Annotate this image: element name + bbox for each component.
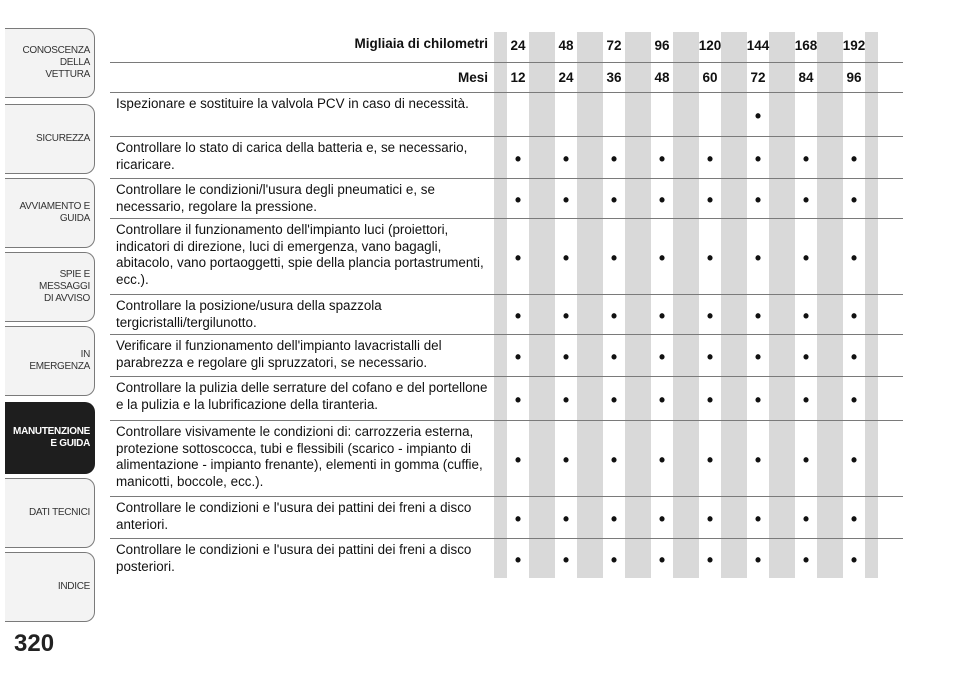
header-km-label: Migliaia di chilometri xyxy=(354,36,488,51)
schedule-dot: • xyxy=(562,390,570,410)
header-km-value: 96 xyxy=(654,38,670,53)
header-km-value: 144 xyxy=(746,38,770,53)
schedule-dot: • xyxy=(850,347,858,367)
schedule-dot: • xyxy=(754,390,762,410)
schedule-dot: • xyxy=(562,306,570,326)
header-km-value: 24 xyxy=(510,38,526,53)
schedule-dot: • xyxy=(514,450,522,470)
schedule-dot: • xyxy=(802,248,810,268)
schedule-dot: • xyxy=(514,149,522,169)
schedule-dot: • xyxy=(658,390,666,410)
row-divider xyxy=(110,496,903,497)
task-description: Controllare il funzionamento dell'impianto luci (proiettori, indicatori di direzione, luci di emergenza, vano bagagli, abitacolo, vano portaoggetti, spie della plancia portastrumenti, ecc.). xyxy=(116,222,484,287)
schedule-dot: • xyxy=(754,149,762,169)
tab-sicurezza[interactable]: SICUREZZA xyxy=(5,104,95,174)
schedule-dot: • xyxy=(610,347,618,367)
task-description: Controllare lo stato di carica della batteria e, se necessario, ricaricare. xyxy=(116,140,468,172)
schedule-dot: • xyxy=(754,306,762,326)
schedule-dot: • xyxy=(658,306,666,326)
schedule-dot: • xyxy=(850,190,858,210)
schedule-dot: • xyxy=(562,347,570,367)
schedule-dot: • xyxy=(658,550,666,570)
schedule-dot: • xyxy=(802,390,810,410)
schedule-dot: • xyxy=(706,450,714,470)
schedule-dot: • xyxy=(562,550,570,570)
schedule-dot: • xyxy=(562,450,570,470)
schedule-dot: • xyxy=(754,347,762,367)
schedule-dot: • xyxy=(658,190,666,210)
schedule-dot: • xyxy=(802,550,810,570)
row-divider xyxy=(110,420,903,421)
schedule-dot: • xyxy=(706,306,714,326)
schedule-dot: • xyxy=(754,106,762,126)
header-months-value: 24 xyxy=(558,70,574,85)
header-months-value: 36 xyxy=(606,70,622,85)
schedule-dot: • xyxy=(610,550,618,570)
schedule-dot: • xyxy=(706,347,714,367)
schedule-dot: • xyxy=(706,149,714,169)
schedule-dot: • xyxy=(562,190,570,210)
schedule-dot: • xyxy=(514,306,522,326)
schedule-dot: • xyxy=(850,450,858,470)
schedule-dot: • xyxy=(802,509,810,529)
task-description: Controllare le condizioni e l'usura dei pattini dei freni a disco anteriori. xyxy=(116,500,472,532)
row-divider xyxy=(110,538,903,539)
header-months-value: 48 xyxy=(654,70,670,85)
task-description: Controllare la posizione/usura della spazzola tergicristalli/tergilunotto. xyxy=(116,298,382,330)
tab-avviamento-e-guida[interactable]: AVVIAMENTO E GUIDA xyxy=(5,178,95,248)
schedule-dot: • xyxy=(802,306,810,326)
schedule-dot: • xyxy=(850,390,858,410)
schedule-dot: • xyxy=(802,347,810,367)
header-km-value: 120 xyxy=(698,38,722,53)
schedule-dot: • xyxy=(562,509,570,529)
schedule-dot: • xyxy=(514,347,522,367)
tab-in-emergenza[interactable]: IN EMERGENZA xyxy=(5,326,95,396)
header-divider xyxy=(110,92,903,93)
schedule-dot: • xyxy=(562,248,570,268)
schedule-dot: • xyxy=(850,306,858,326)
header-months-value: 96 xyxy=(846,70,862,85)
schedule-dot: • xyxy=(706,390,714,410)
schedule-dot: • xyxy=(706,248,714,268)
row-divider xyxy=(110,178,903,179)
schedule-dot: • xyxy=(514,550,522,570)
schedule-dot: • xyxy=(514,248,522,268)
schedule-dot: • xyxy=(754,509,762,529)
schedule-dot: • xyxy=(610,190,618,210)
schedule-dot: • xyxy=(514,190,522,210)
tab-manutenzione-e-guida[interactable]: MANUTENZIONE E GUIDA xyxy=(5,402,95,474)
schedule-dot: • xyxy=(658,450,666,470)
task-description: Ispezionare e sostituire la valvola PCV in caso di necessità. xyxy=(116,96,469,111)
schedule-dot: • xyxy=(706,190,714,210)
tab-spie-e-messaggi[interactable]: SPIE E MESSAGGI DI AVVISO xyxy=(5,252,95,322)
header-divider xyxy=(110,62,903,63)
task-description: Controllare le condizioni e l'usura dei pattini dei freni a disco posteriori. xyxy=(116,542,472,574)
schedule-dot: • xyxy=(850,248,858,268)
schedule-dot: • xyxy=(610,248,618,268)
header-months-value: 72 xyxy=(750,70,766,85)
schedule-dot: • xyxy=(562,149,570,169)
schedule-dot: • xyxy=(802,149,810,169)
schedule-dot: • xyxy=(850,149,858,169)
task-description: Controllare la pulizia delle serrature del cofano e del portellone e la pulizia e la lubrificazione della tiranteria. xyxy=(116,380,488,412)
schedule-dot: • xyxy=(706,509,714,529)
schedule-dot: • xyxy=(658,149,666,169)
task-description: Controllare visivamente le condizioni di: carrozzeria esterna, protezione sottoscocca, tubi e flessibili (scarico - impianto di alimentazione - impianto frenante), elementi in gomma (cuffie, manicotti, boccole, ecc.). xyxy=(116,424,483,489)
header-km-value: 192 xyxy=(842,38,866,53)
schedule-dot: • xyxy=(514,509,522,529)
header-km-value: 72 xyxy=(606,38,622,53)
schedule-dot: • xyxy=(850,550,858,570)
header-months-value: 12 xyxy=(510,70,526,85)
header-months-value: 60 xyxy=(702,70,718,85)
task-description: Controllare le condizioni/l'usura degli pneumatici e, se necessario, regolare la pressione. xyxy=(116,182,435,214)
schedule-dot: • xyxy=(658,248,666,268)
schedule-dot: • xyxy=(754,190,762,210)
schedule-dot: • xyxy=(610,306,618,326)
row-divider xyxy=(110,294,903,295)
row-divider xyxy=(110,218,903,219)
schedule-dot: • xyxy=(610,509,618,529)
schedule-dot: • xyxy=(610,149,618,169)
header-km-value: 168 xyxy=(794,38,818,53)
chapter-sidebar xyxy=(0,0,98,640)
tab-conoscenza-della-vettura[interactable]: CONOSCENZA DELLA VETTURA xyxy=(5,28,95,98)
schedule-dot: • xyxy=(754,450,762,470)
page-number: 320 xyxy=(14,630,55,657)
header-km-value: 48 xyxy=(558,38,574,53)
schedule-dot: • xyxy=(658,509,666,529)
schedule-dot: • xyxy=(754,550,762,570)
schedule-dot: • xyxy=(802,450,810,470)
header-months-label: Mesi xyxy=(457,70,488,85)
schedule-dot: • xyxy=(514,390,522,410)
schedule-dot: • xyxy=(754,248,762,268)
tab-dati-tecnici[interactable]: DATI TECNICI xyxy=(5,478,95,548)
row-divider xyxy=(110,136,903,137)
schedule-dot: • xyxy=(850,509,858,529)
row-divider xyxy=(110,334,903,335)
schedule-dot: • xyxy=(802,190,810,210)
schedule-dot: • xyxy=(658,347,666,367)
row-divider xyxy=(110,376,903,377)
task-description: Verificare il funzionamento dell'impianto lavacristalli del parabrezza e regolare gli spruzzatori, se necessario. xyxy=(116,338,442,370)
header-months-value: 84 xyxy=(798,70,814,85)
schedule-dot: • xyxy=(610,450,618,470)
schedule-dot: • xyxy=(610,390,618,410)
schedule-dot: • xyxy=(706,550,714,570)
tab-indice[interactable]: INDICE xyxy=(5,552,95,622)
